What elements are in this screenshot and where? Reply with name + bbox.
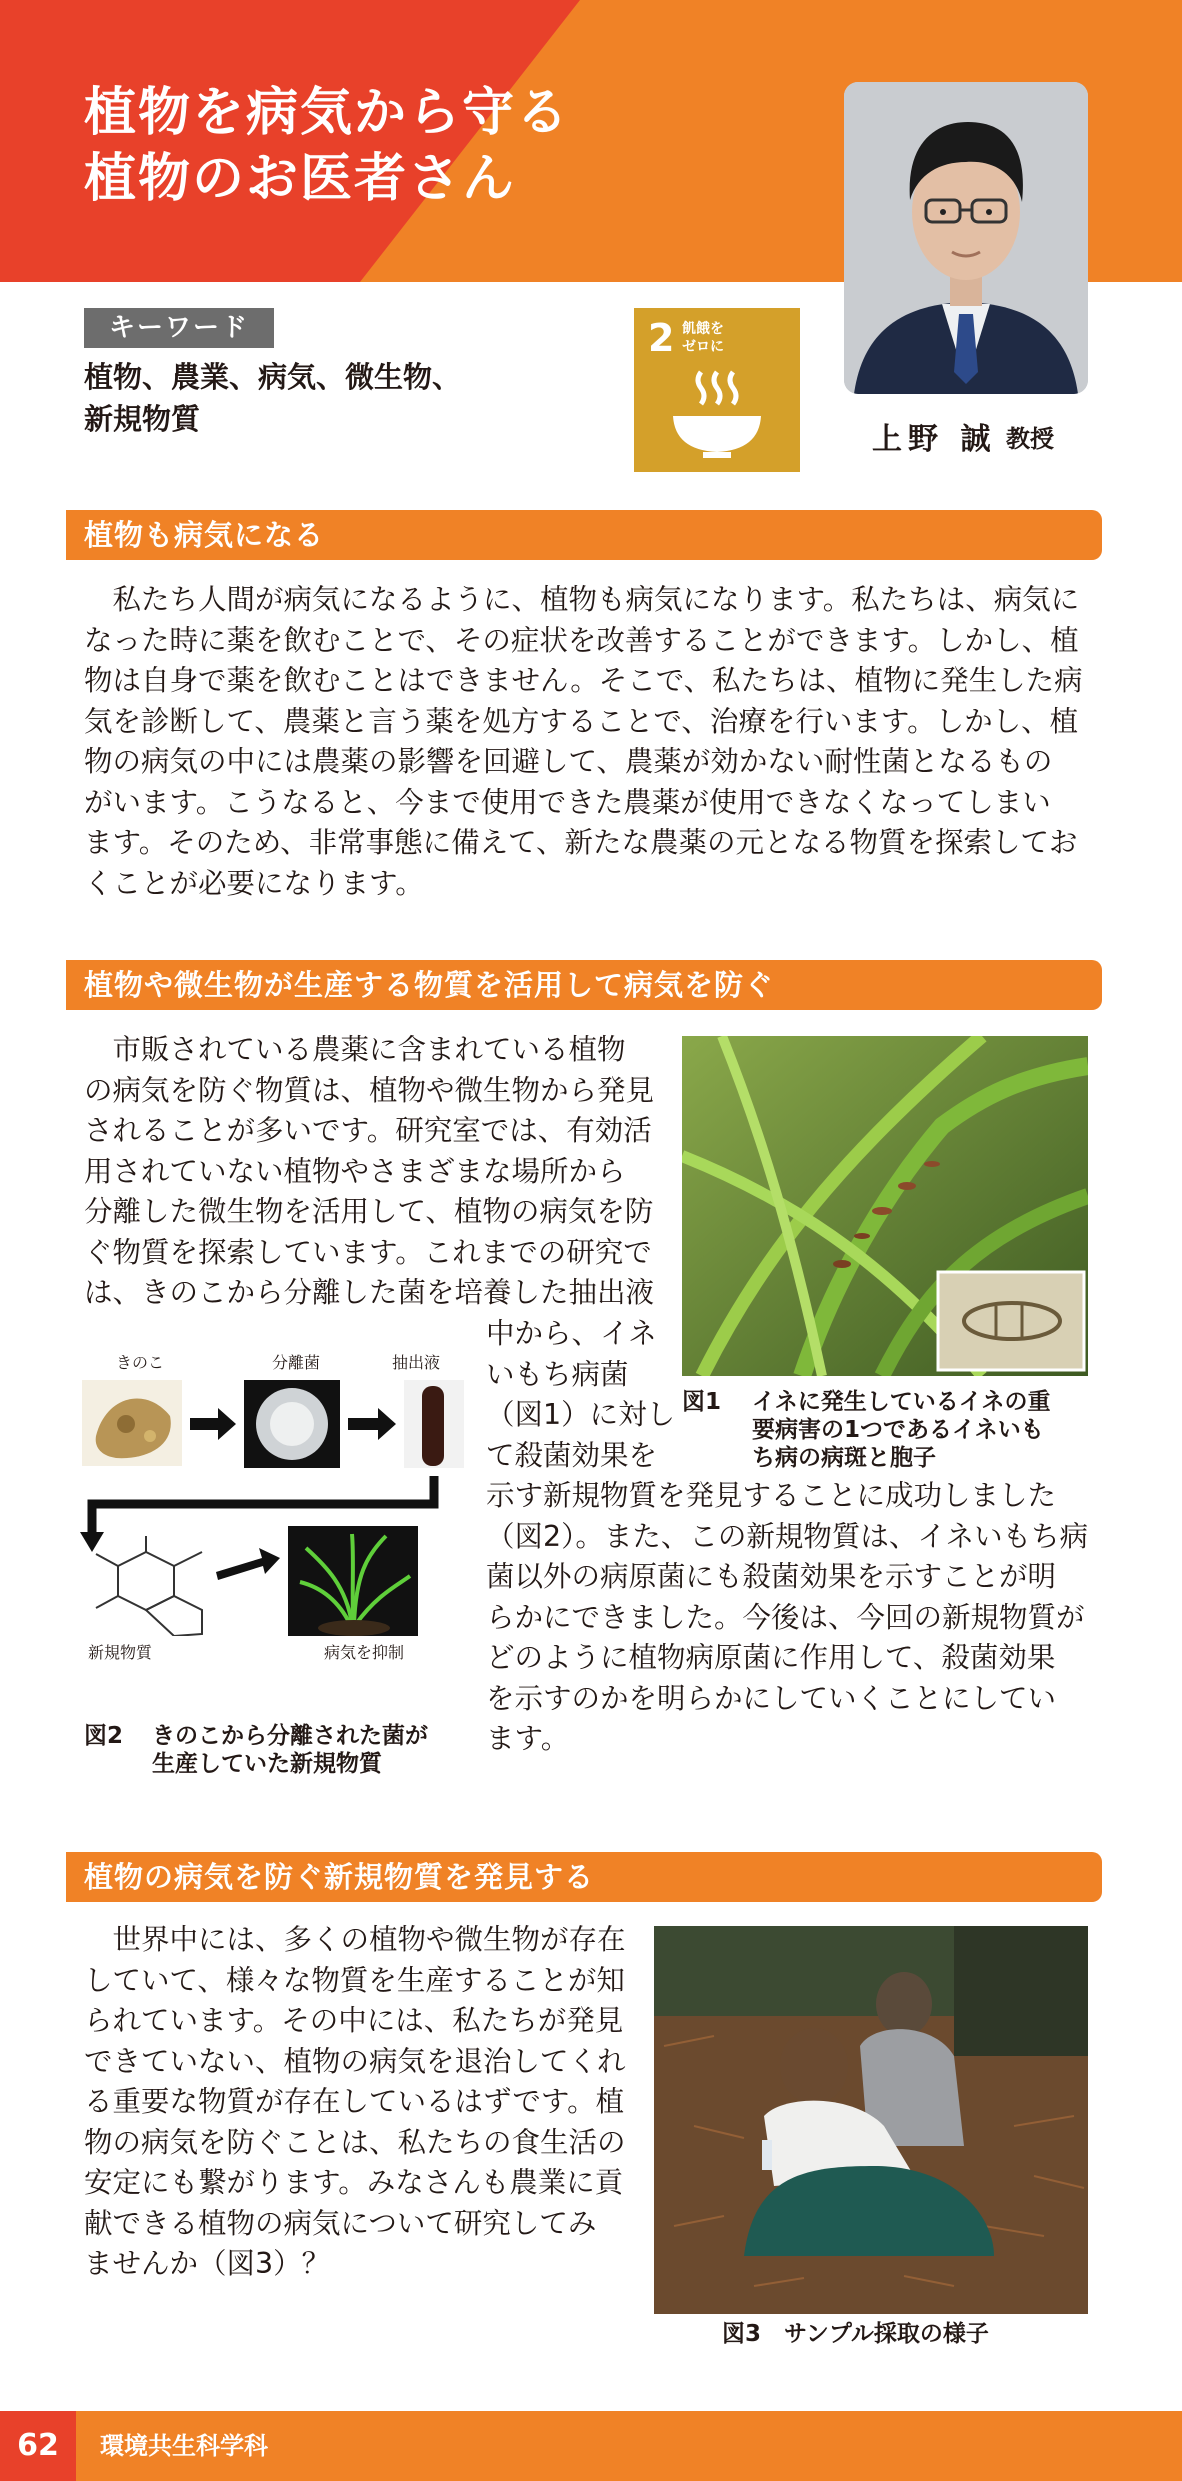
keyword-line2: 新規物質	[84, 402, 201, 436]
figure2-caption-line: 生産していた新規物質	[152, 1751, 382, 1777]
page-title-line1: 植物を病気から守る	[84, 83, 571, 143]
figure2-flow	[66, 1376, 476, 1636]
section3-body	[84, 1920, 626, 2285]
keyword-tag: キーワード	[84, 308, 274, 348]
section2-line: どのように植物病原菌に作用して、殺菌効果	[486, 1641, 1056, 1674]
figure2-caption	[152, 1722, 428, 1778]
figure3-sampling-photo	[654, 1926, 1088, 2314]
section2-line: 示す新規物質を発見することに成功しました	[486, 1479, 1057, 1512]
figure2-caption-number: 図2	[84, 1723, 124, 1749]
page-number: 62	[0, 2411, 76, 2481]
section2-header	[66, 960, 1102, 1010]
section2-line: を示すのかを明らかにしていくことにしてい	[486, 1681, 1057, 1715]
figure1-caption-number: 図1	[682, 1389, 722, 1415]
section1-line: がいます。こうなると、今まで使用できた農薬が使用できなくなってしまい	[84, 785, 1051, 819]
section1-title: 植物も病気になる	[84, 518, 325, 552]
section2-line: 菌以外の病原菌にも殺菌効果を示すことが明	[486, 1560, 1057, 1593]
section1-line: 私たち人間が病気になるように、植物も病気になります。私たちは、病気に	[84, 583, 1080, 616]
section2-line: （図1）に対し	[486, 1398, 676, 1431]
section3-line: 献できる植物の病気について研究してみ	[84, 2206, 597, 2240]
page-title-line2: 植物のお医者さん	[84, 149, 517, 209]
figure1-caption-line: ち病の病斑と胞子	[752, 1445, 936, 1471]
section1-line: なった時に薬を飲むことで、その症状を改善することができます。しかし、植	[84, 623, 1079, 657]
section2-line: ぐ物質を探索しています。これまでの研究で	[84, 1235, 652, 1269]
figure3-caption: 図3 サンプル採取の様子	[722, 2321, 989, 2347]
figure1-caption-line: イネに発生しているイネの重	[752, 1389, 1051, 1415]
section1-line: ます。そのため、非常事態に備えて、新たな農薬の元となる物質を探索してお	[84, 826, 1078, 859]
fig2-label-mushroom: きのこ	[116, 1353, 165, 1372]
fig2-label-compound: 新規物質	[88, 1643, 153, 1662]
professor-photo	[844, 82, 1088, 394]
section2-line: 中から、イネ	[486, 1317, 657, 1350]
sdg-label-line1: 飢餓を	[682, 321, 724, 337]
section1-line: くことが必要になります。	[84, 866, 424, 900]
section3-title: 植物の病気を防ぐ新規物質を発見する	[84, 1860, 595, 1894]
section1-line: 物の病気の中には農薬の影響を回避して、農薬が効かない耐性菌となるもの	[84, 745, 1053, 778]
section2-line: ます。	[486, 1722, 570, 1755]
section1-line: 気を診断して、農薬と言う薬を処方することで、治療を行います。しかし、植	[84, 704, 1079, 738]
footer	[0, 2411, 1182, 2481]
section1-body	[84, 580, 1083, 904]
section3-line: 世界中には、多くの植物や微生物が存在	[84, 1923, 626, 1956]
section1-header	[66, 510, 1102, 560]
sdg-goal-2-badge	[634, 308, 800, 472]
keyword-line1: 植物、農業、病気、微生物、	[84, 360, 462, 394]
section3-line: る重要な物質が存在しているはずです。植	[84, 2085, 625, 2118]
section2-line: 用されていない植物やさまざまな場所から	[84, 1154, 626, 1188]
figure2-caption-line: きのこから分離された菌が	[152, 1723, 428, 1749]
section2-body-top	[84, 1030, 654, 1314]
fig2-label-suppress: 病気を抑制	[324, 1643, 405, 1662]
section3-line: ませんか（図3）？	[84, 2247, 331, 2280]
professor-name: 上野 誠	[872, 422, 997, 457]
section2-line: されることが多いです。研究室では、有効活	[84, 1114, 652, 1147]
section2-line: いもち病菌	[486, 1357, 629, 1391]
section2-line: （図2）。また、この新規物質は、イネいもち病	[486, 1519, 1089, 1553]
section2-body-bottom	[486, 1476, 1088, 1760]
section2-line: は、きのこから分離した菌を培養した抽出液	[84, 1276, 655, 1309]
section2-line: らかにできました。今後は、今回の新規物質が	[486, 1600, 1085, 1634]
figure2-diagram	[66, 1350, 476, 1720]
department-name: 環境共生科学科	[100, 2432, 268, 2460]
section2-line: て殺菌効果を	[486, 1438, 658, 1472]
section3-line: 物の病気を防ぐことは、私たちの食生活の	[84, 2125, 626, 2159]
sdg-label	[682, 320, 742, 356]
sdg-number: 2	[648, 316, 675, 360]
food-bowl-icon	[667, 366, 767, 462]
section2-body-narrow	[486, 1314, 675, 1476]
figure1-caption-line: 要病害の1つであるイネいも	[752, 1417, 1044, 1443]
section3-line: していて、様々な物質を生産することが知	[84, 1963, 625, 1997]
fig2-label-isolate: 分離菌	[272, 1353, 321, 1372]
professor-title: 教授	[1006, 425, 1054, 453]
section3-header	[66, 1852, 1102, 1902]
section3-line: られています。その中には、私たちが発見	[84, 2004, 624, 2037]
figure1-rice-blast-photo	[682, 1036, 1088, 1376]
section3-line: 安定にも繋がります。みなさんも農業に貢	[84, 2166, 624, 2199]
section2-title: 植物や微生物が生産する物質を活用して病気を防ぐ	[84, 968, 775, 1002]
section1-line: 物は自身で薬を飲むことはできません。そこで、私たちは、植物に発生した病	[84, 664, 1083, 697]
section2-line: の病気を防ぐ物質は、植物や微生物から発見	[84, 1073, 655, 1107]
fig2-label-extract: 抽出液	[392, 1353, 441, 1372]
figure1-caption	[752, 1388, 1051, 1472]
section3-line: できていない、植物の病気を退治してくれ	[84, 2044, 626, 2078]
sdg-label-line2: ゼロに	[682, 339, 724, 355]
section2-line: 市販されている農薬に含まれている植物	[84, 1033, 626, 1066]
section2-line: 分離した微生物を活用して、植物の病気を防	[84, 1195, 654, 1228]
